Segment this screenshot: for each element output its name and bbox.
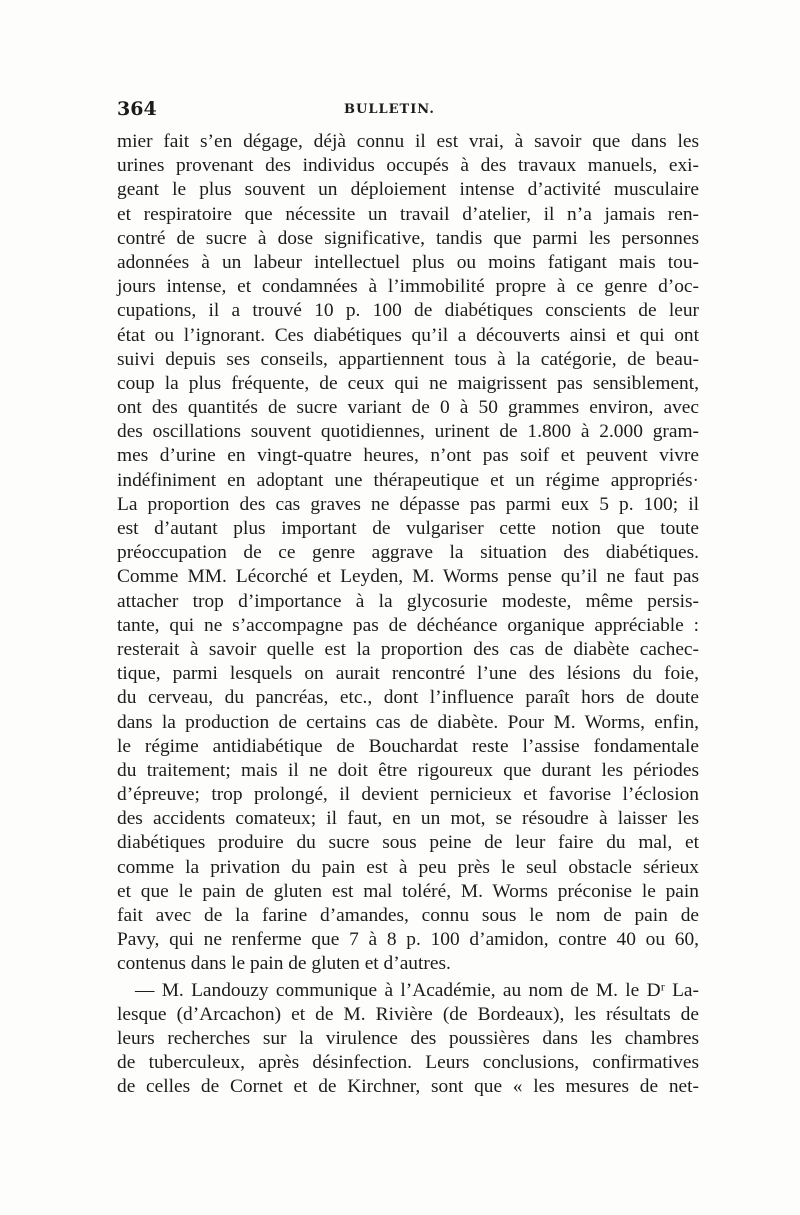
text-line: geant le plus souvent un déploiement intense d’activité musculaire (117, 179, 699, 201)
text-line: tante, qui ne s’accompagne pas de déchéance organique appréciable : (117, 614, 699, 636)
text-line: Pavy, qui ne renferme que 7 à 8 p. 100 d’amidon, contre 40 ou 60, (117, 929, 699, 951)
text-line: de celles de Cornet et de Kirchner, sont que « les mesures de net- (117, 1076, 699, 1098)
text-line: état ou l’ignorant. Ces diabétiques qu’il a découverts ainsi et qui ont (117, 324, 699, 346)
text-line: du traitement; mais il ne doit être rigoureux que durant les périodes (117, 759, 699, 781)
text-line: du cerveau, du pancréas, etc., dont l’influence paraît hors de doute (117, 687, 699, 709)
text-line: cupations, il a trouvé 10 p. 100 de diabétiques conscients de leur (117, 300, 699, 322)
text-line: adonnées à un labeur intellectuel plus ou moins fatigant mais tou- (117, 251, 699, 273)
text-line: Comme MM. Lécorché et Leyden, M. Worms pense qu’il ne faut pas (117, 566, 699, 588)
text-line: indéfiniment en adoptant une thérapeutique et un régime appropriés· (117, 469, 699, 491)
text-line: mes d’urine en vingt-quatre heures, n’ont pas soif et peuvent vivre (117, 445, 699, 467)
text-line: ont des quantités de sucre variant de 0 à 50 grammes environ, avec (117, 397, 699, 419)
text-line: La proportion des cas graves ne dépasse pas parmi eux 5 p. 100; il (117, 493, 699, 515)
running-title: BULLETIN. (344, 102, 435, 117)
text-line: urines provenant des individus occupés à des travaux manuels, exi- (117, 155, 699, 177)
body-text (117, 130, 699, 1100)
text-line: resterait à savoir quelle est la proportion des cas de diabète cachec- (117, 638, 699, 660)
text-line: dans la production de certains cas de diabète. Pour M. Worms, enfin, (117, 711, 699, 733)
text-line: lesque (d’Arcachon) et de M. Rivière (de Bordeaux), les résultats de (117, 1003, 699, 1025)
text-line: tique, parmi lesquels on aurait rencontré l’une des lésions du foie, (117, 663, 699, 685)
text-line: fait avec de la farine d’amandes, connu sous le nom de pain de (117, 905, 699, 926)
page-header (117, 98, 699, 124)
text-line: et respiratoire que nécessite un travail d’atelier, il n’a jamais ren- (117, 203, 699, 225)
text-line: attacher trop d’importance à la glycosurie modeste, même persis- (117, 590, 699, 612)
text-line: jours intense, et condamnées à l’immobilité propre à ce genre d’oc- (117, 276, 699, 298)
text-line: leurs recherches sur la virulence des poussières dans les chambres (117, 1027, 699, 1049)
text-line: le régime antidiabétique de Bouchardat reste l’assise fondamentale (117, 735, 699, 757)
paragraph (117, 979, 699, 1100)
text-line: suivi depuis ses conseils, appartiennent tous à la catégorie, de beau- (117, 348, 699, 370)
text-line: comme la privation du pain est à peu près le seul obstacle sérieux (117, 856, 699, 878)
text-line: — M. Landouzy communique à l’Académie, au nom de M. le Dʳ La- (135, 979, 699, 1001)
text-line: préoccupation de ce genre aggrave la situation des diabétiques. (117, 542, 699, 564)
text-line: des accidents comateux; il faut, en un mot, se résoudre à laisser les (117, 808, 699, 830)
text-line: diabétiques produire du sucre sous peine de leur faire du mal, et (117, 832, 699, 854)
page-number: 364 (117, 98, 157, 120)
text-line: et que le pain de gluten est mal toléré, M. Worms préconise le pain (117, 880, 699, 902)
text-line: de tuberculeux, après désinfection. Leurs conclusions, confirmatives (117, 1052, 699, 1074)
text-line: d’épreuve; trop prolongé, il devient pernicieux et favorise l’éclosion (117, 784, 699, 806)
text-line: des oscillations souvent quotidiennes, urinent de 1.800 à 2.000 gram- (117, 421, 699, 443)
text-line: est d’autant plus important de vulgariser cette notion que toute (117, 518, 699, 539)
text-line: contré de sucre à dose significative, tandis que parmi les personnes (117, 227, 699, 249)
text-line: contenus dans le pain de gluten et d’autres. (117, 953, 451, 975)
text-line: coup la plus fréquente, de ceux qui ne maigrissent pas sensiblement, (117, 372, 699, 394)
paragraph (117, 130, 699, 977)
text-line: mier fait s’en dégage, déjà connu il est vrai, à savoir que dans les (117, 131, 699, 152)
